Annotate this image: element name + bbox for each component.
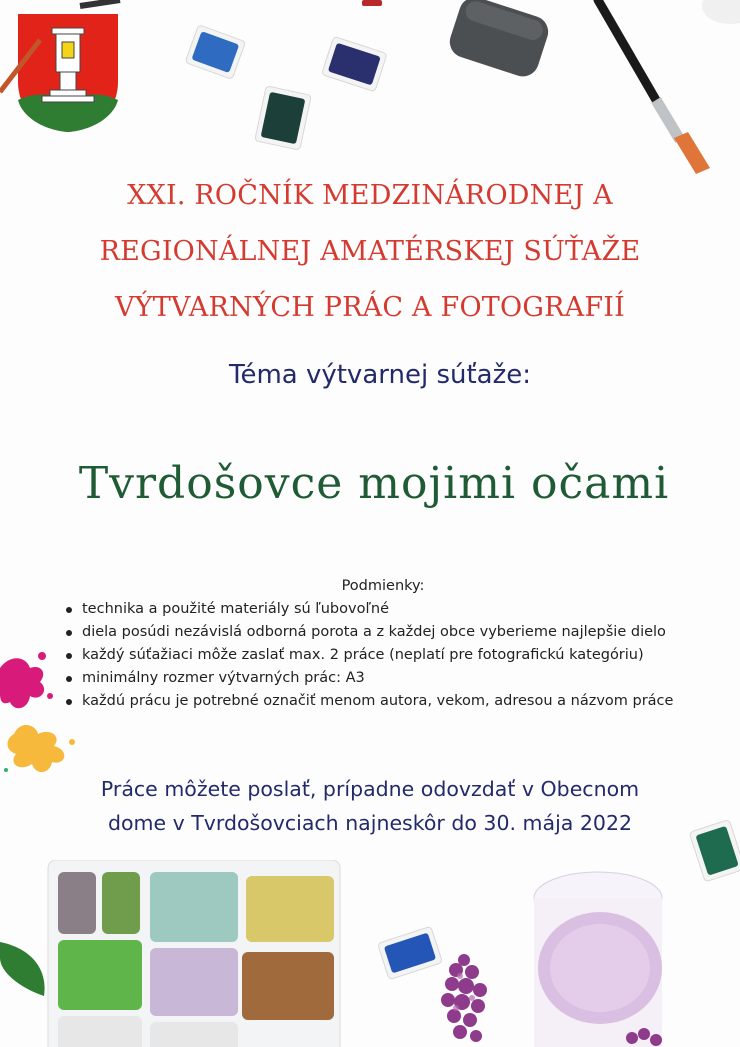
list-item	[64, 691, 673, 714]
list-item	[64, 622, 673, 645]
white-cup-icon	[700, 0, 740, 30]
condition-text: minimálny rozmer výtvarných prác: A3	[82, 670, 365, 686]
bullet-icon	[66, 630, 72, 636]
submission-info	[0, 772, 740, 840]
list-item	[64, 668, 673, 691]
list-item	[64, 645, 673, 668]
condition-text: každú prácu je potrebné označiť menom autora, vekom, adresou a názvom práce	[82, 693, 674, 709]
title-line: XXI. ROČNÍK MEDZINÁRODNEJ A	[127, 180, 613, 211]
conditions-heading: Podmienky:	[341, 578, 425, 594]
bullet-icon	[66, 676, 72, 682]
list-item	[64, 599, 673, 622]
blue-paint-pan-icon	[180, 18, 250, 88]
red-paint-pan-icon	[360, 0, 384, 8]
dark-green-paint-pan-icon	[248, 80, 318, 156]
bullet-icon	[66, 607, 72, 613]
condition-text: diela posúdi nezávislá odborná porota a z každej obce vyberieme najlepšie dielo	[82, 624, 666, 640]
paint-brush-icon	[588, 0, 718, 180]
condition-text: technika a použité materiály sú ľubovoľné	[82, 601, 390, 617]
eraser-icon	[446, 0, 552, 90]
conditions-list	[64, 599, 673, 714]
bullet-icon	[66, 699, 72, 705]
theme-label: Téma výtvarnej súťaže:	[228, 360, 532, 390]
competition-title	[0, 168, 740, 336]
lilac-flower-icon	[432, 950, 502, 1047]
condition-text: každý súťažiaci môže zaslať max. 2 práce (neplatí pre fotografickú kategóriu)	[82, 647, 644, 663]
title-line: REGIONÁLNEJ AMATÉRSKEJ SÚŤAŽE	[99, 236, 641, 267]
leaf-icon	[0, 938, 50, 998]
paint-brush-icon	[0, 0, 130, 100]
submission-line: dome v Tvrdošovciach najneskôr do 30. mája 2022	[107, 811, 633, 835]
watercolor-palette-icon	[46, 860, 346, 1047]
theme-title: Tvrdošovce mojimi očami	[78, 458, 670, 509]
submission-line: Práce môžete poslať, prípadne odovzdať v Obecnom	[100, 777, 640, 801]
indigo-paint-pan-icon	[316, 30, 392, 100]
water-glass-icon	[520, 868, 670, 1047]
bullet-icon	[66, 653, 72, 659]
title-line: VÝTVARNÝCH PRÁC A FOTOGRAFIÍ	[115, 292, 625, 323]
lilac-flower-icon	[618, 1022, 668, 1047]
